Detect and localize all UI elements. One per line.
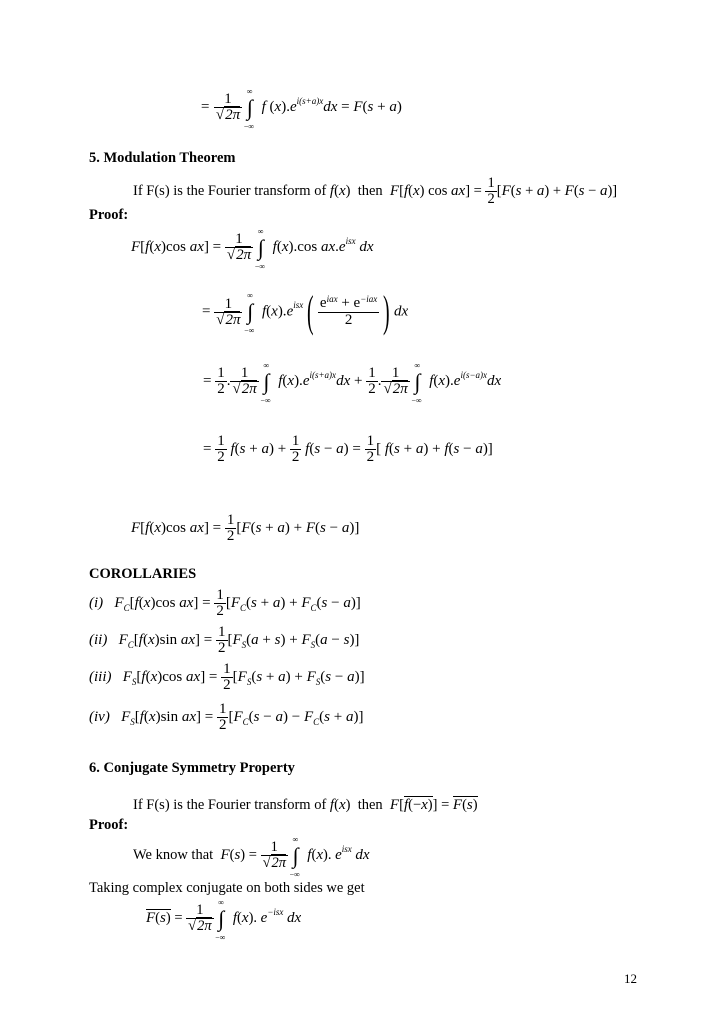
- proof-label-6: Proof:: [89, 817, 129, 833]
- statement-modulation: If F(s) is the Fourier transform of f(x) then F[f(x) cos ax] = $\frac{1}{2}$ [F(s + a) + F(s − a)]: [133, 175, 618, 207]
- equation-top: = 1 √ 2π ∞ ∫ −∞ f $(x).e^{i(s+a)x}dx = F(s + a)$: [200, 92, 402, 123]
- proof-line-4: = $\frac{1}{2}$ f(s + a) + $\frac{1}{2}$ f(s − a) = $\frac{1}{2}$ [ f(s + a) + f(s − a)]: [203, 433, 493, 465]
- corollary-4: (iv) $F_S[f(x)\sin$ ax] = $\frac{1}{2}$ $[F_C(s - a) - F_C(s + a)]$: [89, 701, 364, 733]
- proof-result: F[f(x)cos ax] = $\frac{1}{2}$ [F(s + a) + F(s − a)]: [131, 512, 360, 544]
- proof-line-2: = 1 √ 2π ∞ ∫ −∞ $f(x).e^{isx}$( $\frac{e^{iax} + e^{-iax}}{2}$ ) dx: [202, 290, 408, 334]
- statement-prefix-6: If F(s) is the Fourier transform of: [133, 797, 327, 813]
- section-heading-modulation: 5. Modulation Theorem: [89, 150, 236, 166]
- statement-then: then: [357, 182, 383, 199]
- we-know-line: We know that F(s) = 1 √ 2π ∞ ∫ −∞ f(x). $e^{isx}$ dx: [133, 840, 370, 871]
- proof-line-3: = $\frac{1}{2}$ . 1 √ 2π ∞ ∫ −∞ $f(x).e^{i(s+a)x}dx$ + $\frac{1}{2}$ . 1 √ 2π ∞ ∫ −∞ $f(x).e^{i(s-a)x}dx$: [203, 366, 501, 397]
- corollary-2: (ii) $F_C[f(x)\sin$ ax] = $\frac{1}{2}$ $[F_S(a + s) + F_S(a - s)]$: [89, 624, 360, 656]
- corollaries-heading: COROLLARIES: [89, 566, 197, 582]
- conjugate-equation: F(s) = 1 √ 2π ∞ ∫ −∞ f(x). $e^{-isx}$ dx: [146, 903, 301, 934]
- page-number: 12: [624, 971, 637, 986]
- we-know-text: We know that: [133, 846, 214, 863]
- statement-conjugate: If F(s) is the Fourier transform of f(x) then F[f(−x)] = F(s): [133, 797, 478, 813]
- statement-then-6: then: [357, 797, 383, 813]
- conjugate-text: Taking complex conjugate on both sides we get: [89, 880, 365, 896]
- section-heading-conjugate: 6. Conjugate Symmetry Property: [89, 760, 295, 776]
- proof-label-5: Proof:: [89, 207, 129, 223]
- statement-prefix: If F(s) is the Fourier transform of: [133, 182, 327, 199]
- corollary-3: (iii) $F_S[f(x)\cos$ ax] = $\frac{1}{2}$ $[F_S(s + a) + F_S(s - a)]$: [89, 661, 365, 693]
- proof-line-1: F[f(x)cos ax] = 1 √ 2π ∞ ∫ −∞ f(x).cos $ax.e^{isx}$ dx: [131, 232, 374, 263]
- corollary-1: (i) $F_C[f(x)\cos$ ax] = $\frac{1}{2}$ $[F_C(s + a) + F_C(s - a)]$: [89, 587, 361, 619]
